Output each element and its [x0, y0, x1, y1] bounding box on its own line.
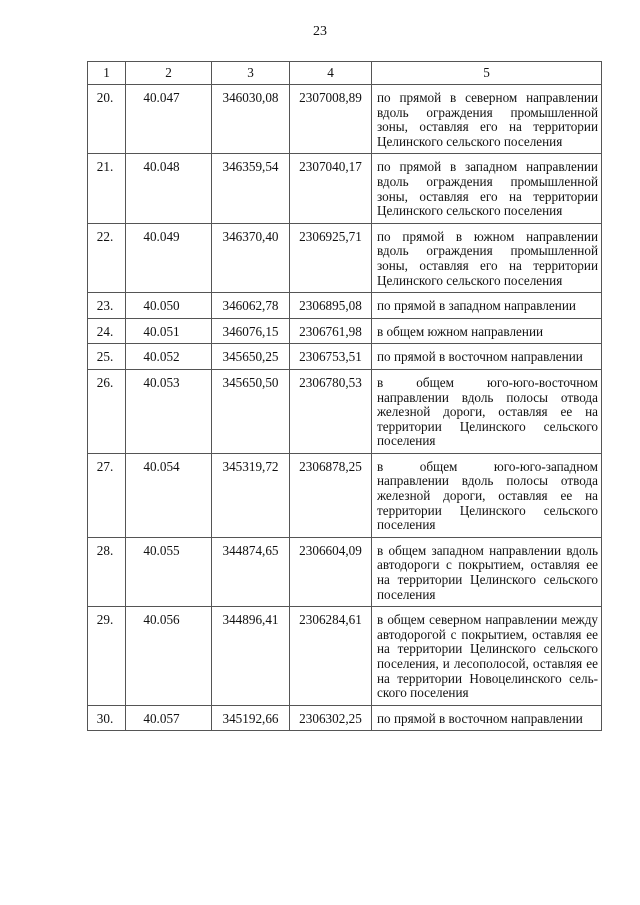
boundary-points-table — [87, 61, 602, 731]
x-coordinate-cell: 345319,72 — [212, 453, 290, 537]
x-coordinate-cell: 346076,15 — [212, 318, 290, 344]
boundary-description-cell: в общем западном направлении вдоль автодороги с покрытием, оставляя ее на территории Целинского сельского поселения — [372, 537, 602, 606]
column-header-5: 5 — [372, 62, 602, 85]
y-coordinate-cell: 2306604,09 — [290, 537, 372, 606]
table-row — [88, 318, 602, 344]
boundary-description-cell: по прямой в северном направлении вдоль ограждения промышленной зоны, оставляя его на территории Целинского сельского поселения — [372, 85, 602, 154]
row-number-cell: 30. — [88, 705, 126, 731]
table-row — [88, 453, 602, 537]
y-coordinate-cell: 2306284,61 — [290, 607, 372, 706]
row-number-cell: 25. — [88, 344, 126, 370]
page-number: 23 — [313, 24, 327, 39]
row-number-cell: 28. — [88, 537, 126, 606]
y-coordinate-cell: 2306753,51 — [290, 344, 372, 370]
table-row — [88, 537, 602, 606]
x-coordinate-cell: 345650,50 — [212, 369, 290, 453]
point-id-cell: 40.048 — [126, 154, 212, 223]
row-number-cell: 23. — [88, 293, 126, 319]
point-id-cell: 40.049 — [126, 223, 212, 292]
x-coordinate-cell: 346370,40 — [212, 223, 290, 292]
table-row — [88, 154, 602, 223]
y-coordinate-cell: 2306895,08 — [290, 293, 372, 319]
point-id-cell: 40.052 — [126, 344, 212, 370]
boundary-description-cell: по прямой в восточном направлении — [372, 344, 602, 370]
row-number-cell: 24. — [88, 318, 126, 344]
y-coordinate-cell: 2307040,17 — [290, 154, 372, 223]
point-id-cell: 40.051 — [126, 318, 212, 344]
table-row — [88, 223, 602, 292]
boundary-description-cell: в общем юго-юго-восточном направлении вдоль полосы отвода железной дороги, оставляя ее на территории Целинского сельского поселения — [372, 369, 602, 453]
point-id-cell: 40.057 — [126, 705, 212, 731]
y-coordinate-cell: 2306878,25 — [290, 453, 372, 537]
point-id-cell: 40.054 — [126, 453, 212, 537]
y-coordinate-cell: 2306925,71 — [290, 223, 372, 292]
point-id-cell: 40.055 — [126, 537, 212, 606]
x-coordinate-cell: 344896,41 — [212, 607, 290, 706]
table-row — [88, 607, 602, 706]
boundary-description-cell: по прямой в западном направлении — [372, 293, 602, 319]
row-number-cell: 22. — [88, 223, 126, 292]
x-coordinate-cell: 346359,54 — [212, 154, 290, 223]
column-header-1: 1 — [88, 62, 126, 85]
boundary-description-cell: в общем северном направлении между автодорогой с покрытием, оставляя ее на территории Целинского сельского поселения, и лесополосой, оставляя ее на территории Новоцелинского сельского поселения — [372, 607, 602, 706]
y-coordinate-cell: 2306761,98 — [290, 318, 372, 344]
row-number-cell: 26. — [88, 369, 126, 453]
point-id-cell: 40.053 — [126, 369, 212, 453]
column-header-3: 3 — [212, 62, 290, 85]
row-number-cell: 21. — [88, 154, 126, 223]
x-coordinate-cell: 344874,65 — [212, 537, 290, 606]
y-coordinate-cell: 2306780,53 — [290, 369, 372, 453]
y-coordinate-cell: 2306302,25 — [290, 705, 372, 731]
table-row — [88, 293, 602, 319]
y-coordinate-cell: 2307008,89 — [290, 85, 372, 154]
x-coordinate-cell: 346062,78 — [212, 293, 290, 319]
row-number-cell: 20. — [88, 85, 126, 154]
boundary-description-cell: в общем юго-юго-западном направлении вдоль полосы отвода железной дороги, оставляя ее на территории Целинского сельского поселения — [372, 453, 602, 537]
row-number-cell: 27. — [88, 453, 126, 537]
x-coordinate-cell: 345192,66 — [212, 705, 290, 731]
point-id-cell: 40.050 — [126, 293, 212, 319]
column-header-2: 2 — [126, 62, 212, 85]
boundary-description-cell: по прямой в западном направлении вдоль ограждения промышленной зоны, оставляя его на территории Целинского сельского поселения — [372, 154, 602, 223]
x-coordinate-cell: 346030,08 — [212, 85, 290, 154]
table-header-row — [88, 62, 602, 85]
point-id-cell: 40.047 — [126, 85, 212, 154]
boundary-description-cell: по прямой в восточном направлении — [372, 705, 602, 731]
table-row — [88, 85, 602, 154]
table-row — [88, 705, 602, 731]
row-number-cell: 29. — [88, 607, 126, 706]
x-coordinate-cell: 345650,25 — [212, 344, 290, 370]
point-id-cell: 40.056 — [126, 607, 212, 706]
table-row — [88, 369, 602, 453]
boundary-description-cell: в общем южном направлении — [372, 318, 602, 344]
column-header-4: 4 — [290, 62, 372, 85]
boundary-description-cell: по прямой в южном направлении вдоль ограждения промышленной зоны, оставляя его на территории Целинского сельского поселения — [372, 223, 602, 292]
table-row — [88, 344, 602, 370]
